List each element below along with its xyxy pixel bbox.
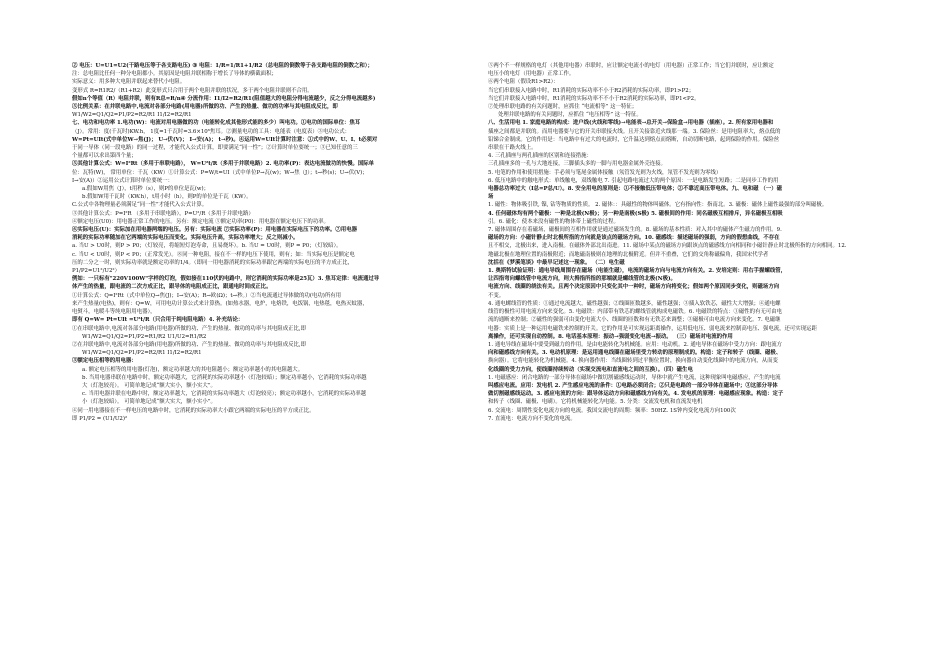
text-line: c. 当用电器并联在电路中时，额定功率越大，它消耗的实际功率越大（灯泡较亮）；额定功率越小，它消耗的实际功率越 — [82, 391, 367, 398]
left-column — [72, 62, 474, 652]
text-line: 向和磁感线方向有关。3. 电动机原理：是运用通电线圈在磁场里受力转动的原理制成的。构造：定子和转子（线圈、磁极、 — [488, 350, 782, 357]
text-line: 做切割磁感线运动。3. 感应电流的方向：跟导体运动方向和磁感线方向有关。4. 发电机的原理：电磁感应现象。构造：定子 — [488, 391, 784, 398]
text-line: 磁场的方向：小磁针静止时北极所指的方向就是该点的磁场方向。10. 磁感线：描述磁场的强弱，方向的假想曲线，不存在 — [488, 235, 780, 242]
text-line: 八、生活用电 1. 家庭电路的构成：进户线(火线和零线)→电能表→总开关→保险盒→用电器（插座）。2. 所有家用电器和 — [488, 120, 774, 127]
text-line: 沈括在《梦溪笔谈》中最早记述这一现象。 （二）电生磁 — [488, 259, 625, 266]
text-line: 7. 磁体周围存在着磁场，磁极间的互相作用就是通过磁场发生的。8. 磁场的基本性质：对入其中的磁体产生磁力的作用。9. — [488, 227, 782, 234]
text-line: 1. 奥斯特试验证明：通电导线周围存在磁场（电能生磁），电流的磁场方向与电流方向有关。2. 安培定则：用右手握螺线管， — [488, 268, 787, 275]
text-line: 处理并联电路的有关问题时，应抓住 “电压相等” 这一特征。 — [498, 112, 642, 119]
text-line: 铅锑合金制成。它的作用是：当电路中有过大的电流时，它升温达到熔点而熔断，自动切断电路，起到保险的作用。保险丝 — [488, 136, 780, 143]
text-line: ③额定电压相等的用电器： — [72, 358, 137, 365]
text-line: 实际意义：用多种大电阻并联起来替代小电阻。 — [72, 79, 186, 86]
text-line: ④额定电压(U0)：用电器正常工作的电压。另有：额定电流 ⑤额定功率(P0)：用电器在额定电压下的功率。 — [72, 218, 329, 225]
text-line: 注：总电阻比任何一种分电阻都小。其原因是电阻并联相称于增长了导体的横截面积； — [72, 71, 277, 78]
text-line: ①在串联电路中,电流对各部分电路(用电器)所做的功、产生的热量、做功的功率与其电阻成正比,即 — [72, 325, 307, 332]
text-line: 电压小的电灯（用电器）正常工作。 — [488, 71, 575, 78]
text-line: ④同一用电器接在不一样电压的电路中时，它消耗的实际功率大小跟它两端的实际电压的平方成正比。 — [72, 407, 315, 414]
text-line: 和转子（线圈、磁极、电刷）。它将机械能转化为电能。5. 分类：交流发电机和直流发电机 — [488, 399, 703, 406]
text-line: ①计算公式：Q=I²Rt（式中单位Q→焦(J)；I→安(A)；R→欧(Ω)；t→秒。）②当电流通过导体做的功(电功)所有用 — [72, 292, 342, 299]
text-line: a. 额定电压相等的用电器(灯泡)，额定功率越大的其电阻越小；额定功率越小的其电阻越大。 — [82, 366, 304, 373]
text-line: 6. 低压电路中的触电形式：单线触电，双线触电 7. 引起电路电流过大的两个原因：一是电路发生短路；二是同步工作的用 — [488, 177, 779, 184]
text-line: 6. 交流电：周期性变化电流方向的电流。我国交流电的周期：频率：50HZ. 1S钟内变化电流方向100次 — [488, 407, 736, 414]
right-column — [488, 62, 890, 622]
text-line: ② 电压：U=U1=U2(干路电压等于各支路电压) ③ 电阻：1/R=1/R1+1/R2（总电阻的倒数等于各支路电阻的倒数之和）； — [72, 63, 373, 69]
text-line: a. 当U > U0时，则P > P0；（灯较亮，将缩短灯泡寿命，且易烧坏）。b. 当U = U0时，则P = P0；（灯较暗）。 — [72, 243, 342, 250]
text-line: ⑤比例关系：在并联电路中,电流对各部分电路(用电器)所做的功、产生的热量、做功的功率与其电阻成反比，即 — [72, 104, 338, 111]
text-line: 电熨斗，电暖斗等纯电阻用电器）， — [72, 309, 156, 316]
text-line: C.公式中各物理量必须满足“同一性”才能代入公式计算。 — [72, 202, 208, 209]
text-line: b.假如W用千瓦时（KW.h），t用小时（h），则P的单位是千瓦（KW）。 — [82, 194, 252, 201]
text-line: 4. 通电螺线管的性质：①通过电流越大，磁性越强；②线圈匝数越多，磁性越强；③插入软铁芯，磁性大大增强；④通电螺 — [488, 300, 781, 307]
text-line: 来产生热量(电热)，则有：Q=W，可用电功计算公式来计算热。(如热水器，电炉，电烙铁，电饭锅，电热毯，电热灭蚊器， — [72, 300, 368, 307]
text-line: c. 当U < U0时，则P < P0；（正常发光）。⑧同一种电阻，接在不一样的电压下使用，则有；如：当实际电压是额定电 — [72, 251, 355, 258]
text-line: ⑤其他计算公式：W=I²Rt（多用于串联电路）， W=U²t/R（多用于并联电路）2. 电功率(P)：表达电流做功的快慢。国际单 — [72, 161, 375, 168]
text-line: 化线圈的受力方向，使线圈持续转动（实现交流电和直流电之间的互换）。（四）磁生电 — [488, 366, 693, 373]
text-line: 例如：一只标有"220V100W"字样的灯泡，假如接在110伏的电路中，则它消耗的实际功率是25瓦）3. 焦耳定律：电流通过导 — [72, 276, 380, 283]
text-line: P1/P2=U1²/U2²） — [72, 268, 120, 275]
text-line: 叫感应电流。应用：发电机 2. 产生感应电流的条件：①电路必须闭合；②只是电路的一部分导体在磁场中；③这部分导体 — [488, 382, 778, 389]
text-line: ⑥实际电压(U)：实际加在用电器两端的电压。另有：实际电流 ⑦实际功率(P)：用电器在实际电压下的功率。⑦用电器 — [72, 227, 357, 234]
text-line: 4. 任何磁体均有两个磁极：一种是北极(N极)；另一种是南极(S极) 5. 磁极间的作用：同名磁极互相排斥，异名磁极互相吸 — [488, 210, 783, 217]
text-line: 变形式 R=R1R2/（R1+R2）此变形式只合用于两个电阻并联的状况，多于两个电阻并联则不合用。 — [72, 87, 313, 94]
text-line: 流的通断来控制；②磁性的强弱可由变化电流大小、线圈的匝数和有无铁芯来调整；③磁极可由电流方向来变化。7. 电磁继 — [488, 317, 781, 324]
text-line: 即 P1/P2 = (U1/U2)² — [72, 415, 128, 422]
text-line: 插座之间都是并联的。而用电器要与它的开关串联接火线。且开关接靠近火线那一端。3. 保险丝：是用电阻率大，熔点低的 — [488, 128, 781, 135]
text-line: 离操作，还可实现自动控制。8. 电话基本原理：振动→强弱变化电流→振动。 （三）磁场对电流的作用 — [488, 333, 733, 340]
text-line: W=Pt=UIt(式中单位W→焦(J)； U→伏(V)； I→安(A)； t→秒)。④运用W=UIt计算时注意：①式中的W、U、I、t必须对 — [72, 136, 378, 143]
text-line: 电流方向、线圈的绕法有关。且两个决定原因中只变化其中一种时，磁场方向将变化；假如两个原因同步变化，则磁场方向 — [488, 284, 780, 291]
text-line: 大（灯泡较亮）。 可简单地记成“额大实小，额小实大”。 — [82, 382, 216, 389]
text-line: 电器：实质上是一种运用电磁铁来控制的开关。它的作用是可实现远距离操作，运用低电压、弱电流来控制高电压、强电流，还可实现运距 — [488, 325, 817, 332]
text-line: 让四指弯向螺线管中电流方向，则大拇指所指的那端就是螺线管的北极(N极)。 — [488, 276, 676, 283]
text-line: a.假如W用焦（J），t用秒（s），则P的单位是瓦(w)； — [82, 186, 210, 193]
text-line: b. 当用电器串联在电路中时，额定功率越大，它消耗的实际功率越小（灯泡较暗）；额定功率越小，它消耗的实际功率越 — [82, 374, 367, 381]
text-line: 三孔插座多的一孔与大地连接，三脚插头多的一脚与用电器金属外壳连接。 — [488, 161, 666, 168]
text-line: 4. 三孔插座与两孔插座的区别和连接措施： — [488, 153, 592, 160]
text-line: W1/W2=Q1/Q2=P1/P2=R2/R1 I1/I2=R2/R1 — [72, 112, 192, 119]
text-line: 且不相交，北极出来，进入南极。在磁体外部北出南进。11. 磁场中某点的磁场方向跟该点的磁感线方向相同和小磁针静止时北极所指的方向相同。12. — [488, 243, 847, 250]
text-line: 即有 Q=W= Pt=UIt =U²t/R（只合用于纯电阻电路）4. 补充结论： — [72, 317, 244, 324]
text-line: 七、电功和电功率 1.电功(W)：电流对用电器做的功（电能转化成其他形式能的多少）叫电功。①电功的国际单位：焦耳 — [72, 120, 361, 127]
text-line: ②在并联电路中,电流对各部分电路(用电器)所做的功、产生的热量、做功的功率与其电阻成反比,即 — [72, 341, 307, 348]
text-line: ⑤两个不一样规格的电灯（其他用电器）串联时，应让额定电流小的电灯（用电器）正常工作；当它们并联时，应让额定 — [488, 63, 774, 69]
text-line: 体产生的热量，跟电流的二次方成正比，跟导体的电阻成正比，跟通电时间成正比。 — [72, 284, 272, 291]
text-line: W1/W2=Q1/Q2=P1/P2=R1/R2 U1/U2=R1/R2 — [82, 333, 207, 340]
text-line: 1. 通电导线在磁场中要受到磁力的作用。是由电能转化为机械能。应用：电动机。2. 通电导体在磁场中受力方向：跟电流方 — [488, 341, 783, 348]
text-line: 不变。 — [488, 292, 505, 299]
text-line: 串联在干路火线上。 — [488, 145, 537, 152]
text-line: 1. 电磁感应：闭合电路的一部分导体在磁场中做切割磁感线运动时，导体中就产生电流，这种现象叫电磁感应，产生的电流 — [488, 374, 781, 381]
text-line: ③其他计算公式：P=I²R （多用于串联电路），P=U²/R（多用于并联电路） — [72, 210, 254, 217]
text-line: W1/W2=Q1/Q2=P1/P2=R2/R1 I1/I2=R2/R1 — [82, 350, 202, 357]
text-line: ⑥两个电阻（假设R1>R2）： — [488, 79, 559, 86]
text-line: ⑦处理串联电路的有关问题时，应抓住 “电流相等” 这一特征； — [488, 104, 638, 111]
text-line: 当它们并联接入电路中时，R1消耗的实际功率不不小于R2消耗的实际功率，即P1<P2。 — [488, 95, 700, 102]
text-line: 小（灯泡较暗）。 可简单地记成“额大实大，额小实小”。 — [82, 399, 216, 406]
text-line: 地磁北极在地理位置的南极附近；而地磁南极则在地理的北极附近。但并不重叠，它们的交角称磁偏角，我国宋代学者 — [488, 251, 769, 258]
text-line: 电器总功率过大（I总=P总/U）。8. 安全用电的原则是：①不接触低压带电体；②不靠近高压带电体。九、电和磁 （一）磁 — [488, 186, 782, 193]
text-line: 于同一导体（同一段电路）的同一过程，才能代入公式计算，即要满足“同一性”；②计算时单位要统一；③已知任意的三 — [72, 145, 358, 152]
text-line: 线管的极性可用电流方向来变化。5. 电磁铁：内部带有铁芯的螺线管就构成电磁铁。6. 电磁铁的特点：①磁性的有无可由电 — [488, 309, 783, 316]
text-line: 7. 直流电：电流方向不变化的电流。 — [488, 415, 576, 422]
text-line: 假如n个等值（R）电阻并联，则有R总=R/n④ 分流作用：I1/I2=R2/R1(阻值越大的电阻分得电流越少，反之分得电流越多) — [72, 95, 376, 102]
text-line: 消耗的实际功率随加在它两端的实际电压而变化。实际电压升高，实际功率增大；反之则减小。 — [72, 235, 299, 242]
text-line: 场 — [488, 194, 494, 201]
text-line: 5. 电笔的作用和使用措施：手必须与笔尾金属体接触（氖管发光则为火线，氖管不发光则为零线） — [488, 169, 722, 176]
text-line: 换向器）。它将电能转化为机械能。4. 换向器作用：当线圈转到过平衡位置时，换向器自动变化线圈中的电流方向，从而变 — [488, 358, 778, 365]
text-line: 个量都可以求出第四个量； — [72, 153, 137, 160]
text-line: 压的二分之一时，则实际功率就是额定功率的1/4。（即同一用电器消耗的实际功率跟它两端的实际电压的平方成正比， — [72, 259, 353, 266]
text-line: 1. 磁性：物体吸引铁, 镍, 钴等物质的性质。 2. 磁体：：具磁性的物体叫磁体。它有指向性：指南北。3. 磁极：磁体上磁性最强的部分叫磁极。 — [488, 202, 828, 209]
text-line: I→安(A)）②运用公式计算时单位要统一： — [72, 177, 173, 184]
text-line: （J）。常用：度(千瓦时)KW.h， 1度=1千瓦时=3.6×10⁶焦耳。②测量电功的工具：电能表（电度表）③电功公式： — [72, 128, 351, 135]
text-line: 当它们串联接入电路中时，R1消耗的实际功率不小于R2消耗的实际功率，即P1>P2； — [488, 87, 695, 94]
text-line: 位：瓦特(W)， 常用单位：千瓦（KW）①计算公式：P=W/t=UI（式中单位P→瓦(w)；W→焦（J）；t→秒(s)；U→伏(V)； — [72, 169, 368, 176]
text-line: 引。6. 磁化：使本来没有磁性的物体带上磁性的过程。 — [488, 218, 619, 225]
